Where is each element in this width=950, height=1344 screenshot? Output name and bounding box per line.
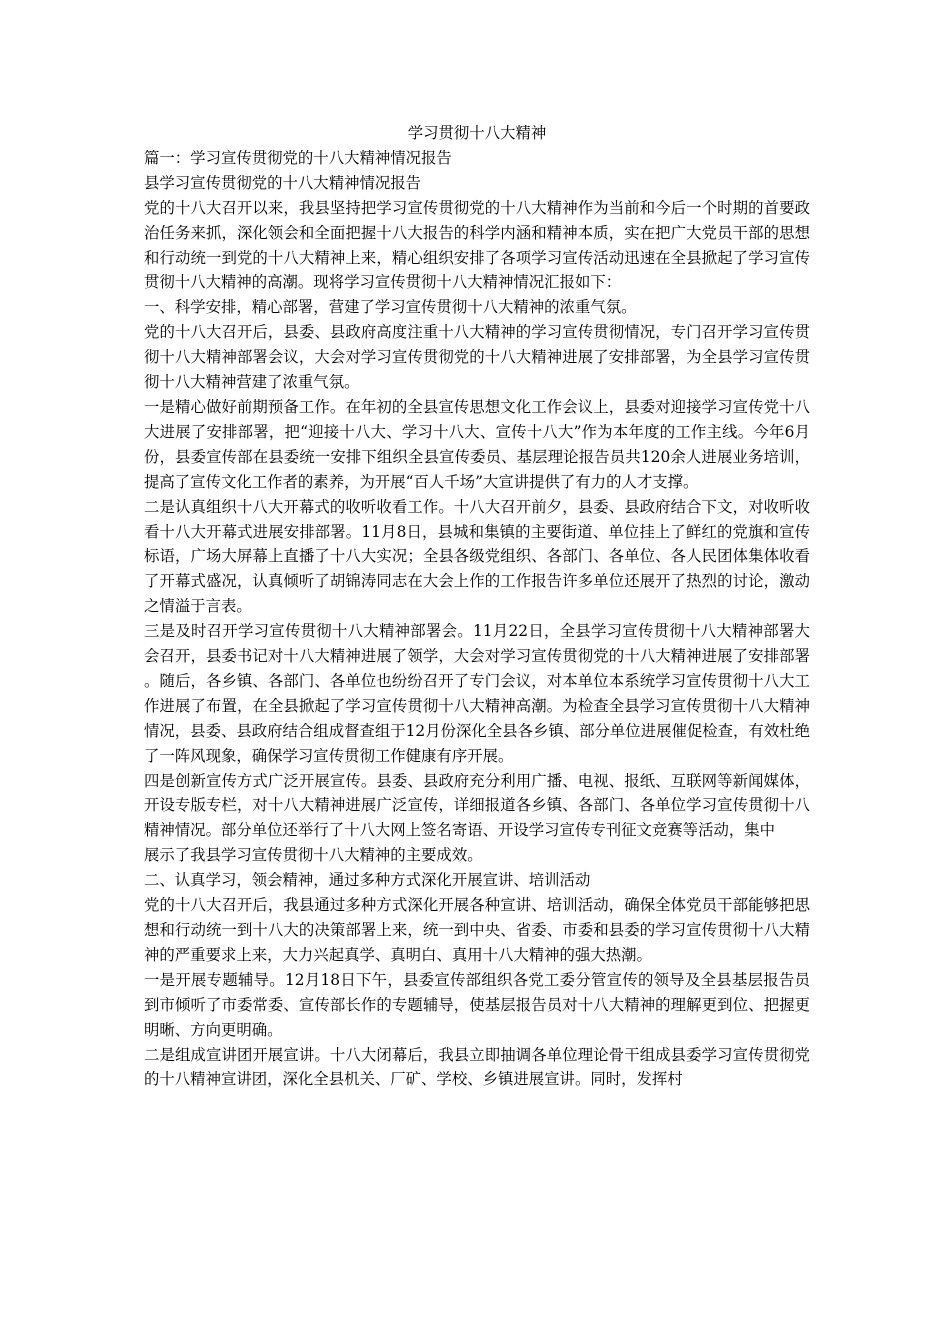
paragraph: 一是精心做好前期预备工作。在年初的全县宣传思想文化工作会议上，县委对迎接学习宣传党十八大进展了安排部署，把“迎接十八大、学习十八大、宣传十八大”作为本年度的工作主线。今年6月份，县委宣传部在县委统一安排下组织全县宣传委员、基层理论报告员共120余人进展业务培训，提高了宣传文化工作者的素养，为开展“百人千场”大宣讲提供了有力的人才支撑。 [144, 397, 810, 491]
document-title: 学习贯彻十八大精神 [407, 124, 547, 142]
paragraph: 二是认真组织十八大开幕式的收听收看工作。十八大召开前夕，县委、县政府结合下文，对收听收看十八大开幕式进展安排部署。11月8日，县城和集镇的主要街道、单位挂上了鲜红的党旗和宣传标语，广场大屏幕上直播了十八大实况；全县各级党组织、各部门、各单位、各人民团体集体收看了开幕式盛况，认真倾听了胡锦涛同志在大会上作的工作报告许多单位还展开了热烈的讨论，激动之情溢于言表。 [144, 497, 810, 616]
paragraph: 三是及时召开学习宣传贯彻十八大精神部署会。11月22日，全县学习宣传贯彻十八大精神部署大会召开，县委书记对十八大精神进展了领学，大会对学习宣传贯彻党的十八大精神进展了安排部署。随后，各乡镇、各部门、各单位也纷纷召开了专门会议，对本单位本系统学习宣传贯彻十八大工作进展了布置，在全县掀起了学习宣传贯彻十八大精神高潮。为检查全县学习宣传贯彻十八大精神情况，县委、县政府结合组成督查组于12月份深化全县各乡镇、部分单位进展催促检查，有效杜绝了一阵风现象，确保学习宣传贯彻工作健康有序开展。 [144, 622, 810, 765]
paragraph: 四是创新宣传方式广泛开展宣传。县委、县政府充分利用广播、电视、报纸、互联网等新闻媒体，开设专版专栏，对十八大精神进展广泛宣传，详细报道各乡镇、各部门、各单位学习宣传贯彻十八精神情况。部分单位还举行了十八大网上签名寄语、开设学习宣传专刊征文竞赛等活动，集中 [144, 771, 810, 840]
paragraph: 一是开展专题辅导。12月18日下午，县委宣传部组织各党工委分管宣传的领导及全县基层报告员到市倾听了市委常委、宣传部长作的专题辅导，使基层报告员对十八大精神的理解更到位、把握更明晰、方向更明确。 [144, 970, 810, 1039]
paragraph: 二是组成宣讲团开展宣讲。十八大闭幕后，我县立即抽调各单位理论骨干组成县委学习宣传贯彻党的十八精神宣讲团，深化全县机关、厂矿、学校、乡镇进展宣讲。同时，发挥村 [144, 1045, 810, 1089]
document-body [144, 121, 810, 1092]
paragraph: 党的十八大召开后，县委、县政府高度注重十八大精神的学习宣传贯彻情况，专门召开学习宣传贯彻十八大精神部署会议，大会对学习宣传贯彻党的十八大精神进展了安排部署，为全县学习宣传贯彻十八大精神营建了浓重气氛。 [144, 323, 810, 392]
report-title: 县学习宣传贯彻党的十八大精神情况报告 [144, 173, 422, 192]
paragraph: 展示了我县学习宣传贯彻十八大精神的主要成效。 [144, 846, 483, 865]
paragraph: 党的十八大召开后，我县通过多种方式深化开展各种宣讲、培训活动，确保全体党员干部能够把思想和行动统一到十八大的决策部署上来，统一到中央、省委、市委和县委的学习宣传贯彻十八大精神的严重要求上来，大力兴起真学、真明白、真用十八大精神的强大热潮。 [144, 896, 810, 964]
section-heading: 篇一：学习宣传贯彻党的十八大精神情况报告 [144, 148, 452, 167]
heading-part-one: 一、科学安排，精心部署，营建了学习宣传贯彻十八大精神的浓重气氛。 [144, 298, 637, 317]
heading-part-two: 二、认真学习，领会精神，通过多种方式深化开展宣讲、培训活动 [144, 871, 591, 890]
paragraph-intro: 党的十八大召开以来，我县坚持把学习宣传贯彻党的十八大精神作为当前和今后一个时期的首要政治任务来抓，深化领会和全面把握十八大报告的科学内涵和精神本质，实在把广大党员干部的思想和行动统一到党的十八大精神上来，精心组织安排了各项学习宣传活动迅速在全县掀起了学习宣传贯彻十八大精神的高潮。现将学习宣传贯彻十八大精神情况汇报如下： [144, 198, 810, 292]
